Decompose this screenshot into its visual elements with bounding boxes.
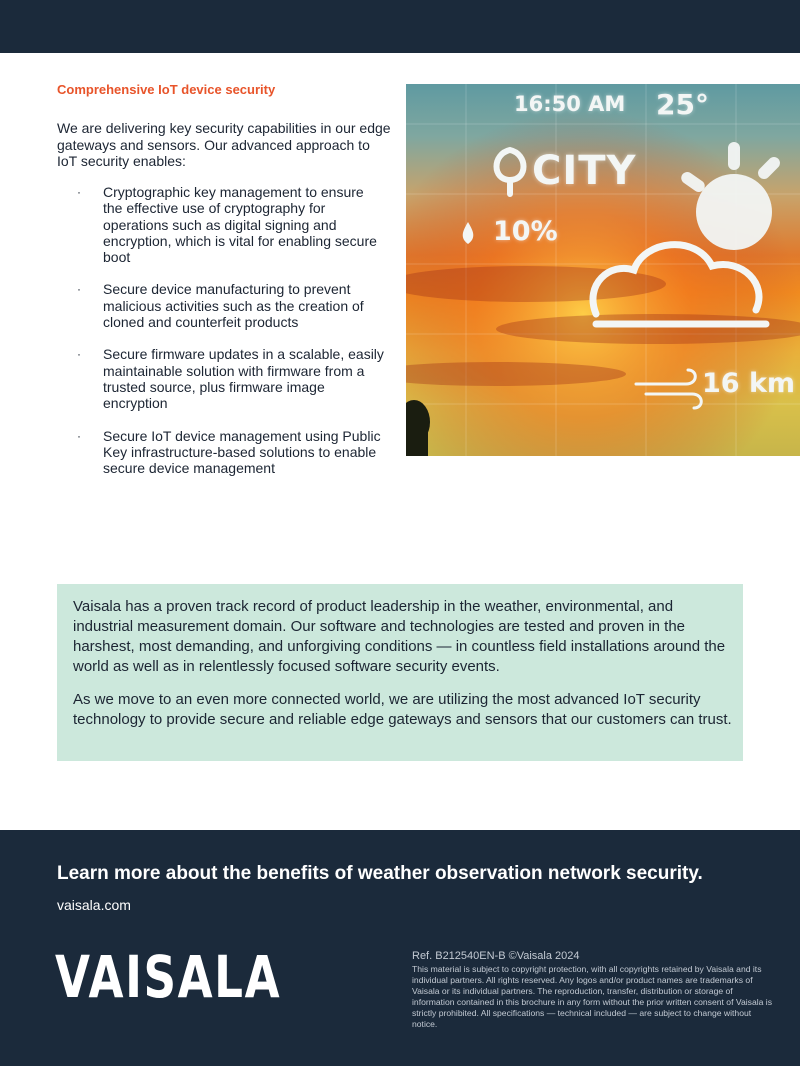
list-item <box>57 346 387 411</box>
vaisala-logo: VAISALA <box>55 943 282 1011</box>
top-banner <box>0 0 800 53</box>
time-readout: 16:50 AM <box>514 92 626 116</box>
list-item <box>57 281 387 330</box>
footer <box>0 830 800 1066</box>
list-item-text: Secure firmware updates in a scalable, easily maintainable solution with firmware from a trusted source, plus firmware image encryption <box>103 346 384 412</box>
hero-graphics <box>406 84 800 456</box>
temperature-readout: 25° <box>656 88 709 121</box>
callout-box <box>57 584 743 761</box>
humidity-readout: 10% <box>493 216 558 247</box>
callout-paragraph-2: As we move to an even more connected world, we are utilizing the most advanced IoT security technology to provide secure and reliable edge gateways and sensors that our customers can trust. <box>73 691 732 728</box>
list-item <box>57 428 387 477</box>
tree-silhouette <box>406 400 430 456</box>
list-item-text: Secure device manufacturing to prevent malicious activities such as the creation of cloned and counterfeit products <box>103 281 364 331</box>
footer-headline: Learn more about the benefits of weather observation network security. <box>57 863 703 884</box>
website-link[interactable]: vaisala.com <box>57 897 131 913</box>
list-item-text: Cryptographic key management to ensure the effective use of cryptography for operations such as digital signing and encryption, which is vital for enabling secure boot <box>103 184 377 266</box>
intro-paragraph: We are delivering key security capabilities in our edge gateways and sensors. Our advanced approach to IoT security enables: <box>57 120 391 169</box>
location-readout: CITY <box>532 148 637 194</box>
list-item-text: Secure IoT device management using Public Key infrastructure-based solutions to enable secure device management <box>103 427 381 477</box>
reference-number: Ref. B212540EN-B ©Vaisala 2024 <box>412 950 580 962</box>
bullet-marker: · <box>77 347 81 362</box>
section-heading: Comprehensive IoT device security <box>57 82 276 97</box>
bullet-marker: · <box>77 282 81 297</box>
callout-paragraph-1: Vaisala has a proven track record of product leadership in the weather, environmental, and industrial measurement domain. Our software and technologies are tested and proven in the harshest, most demanding, and unforgiving conditions — in countless field installations around the world as well as in relentlessly focused software security events. <box>73 598 726 675</box>
bullet-marker: · <box>77 428 81 443</box>
wind-readout: 16 km <box>702 368 796 399</box>
sunset-weather-image <box>406 84 800 456</box>
bullet-marker: · <box>77 185 81 199</box>
list-item <box>57 184 387 265</box>
legal-notice: This material is subject to copyright protection, with all copyrights retained by Vaisala and its individual partners. All rights reserved. Any logos and/or product names are trademarks of Vaisala or its individual partners. The reproduction, transfer, distribution or storage of information contained in this brochure in any form without the prior written consent of Vaisala is strictly prohibited. All specifications — technical included — are subject to change without notice. <box>412 964 773 1029</box>
capability-list <box>57 184 387 492</box>
